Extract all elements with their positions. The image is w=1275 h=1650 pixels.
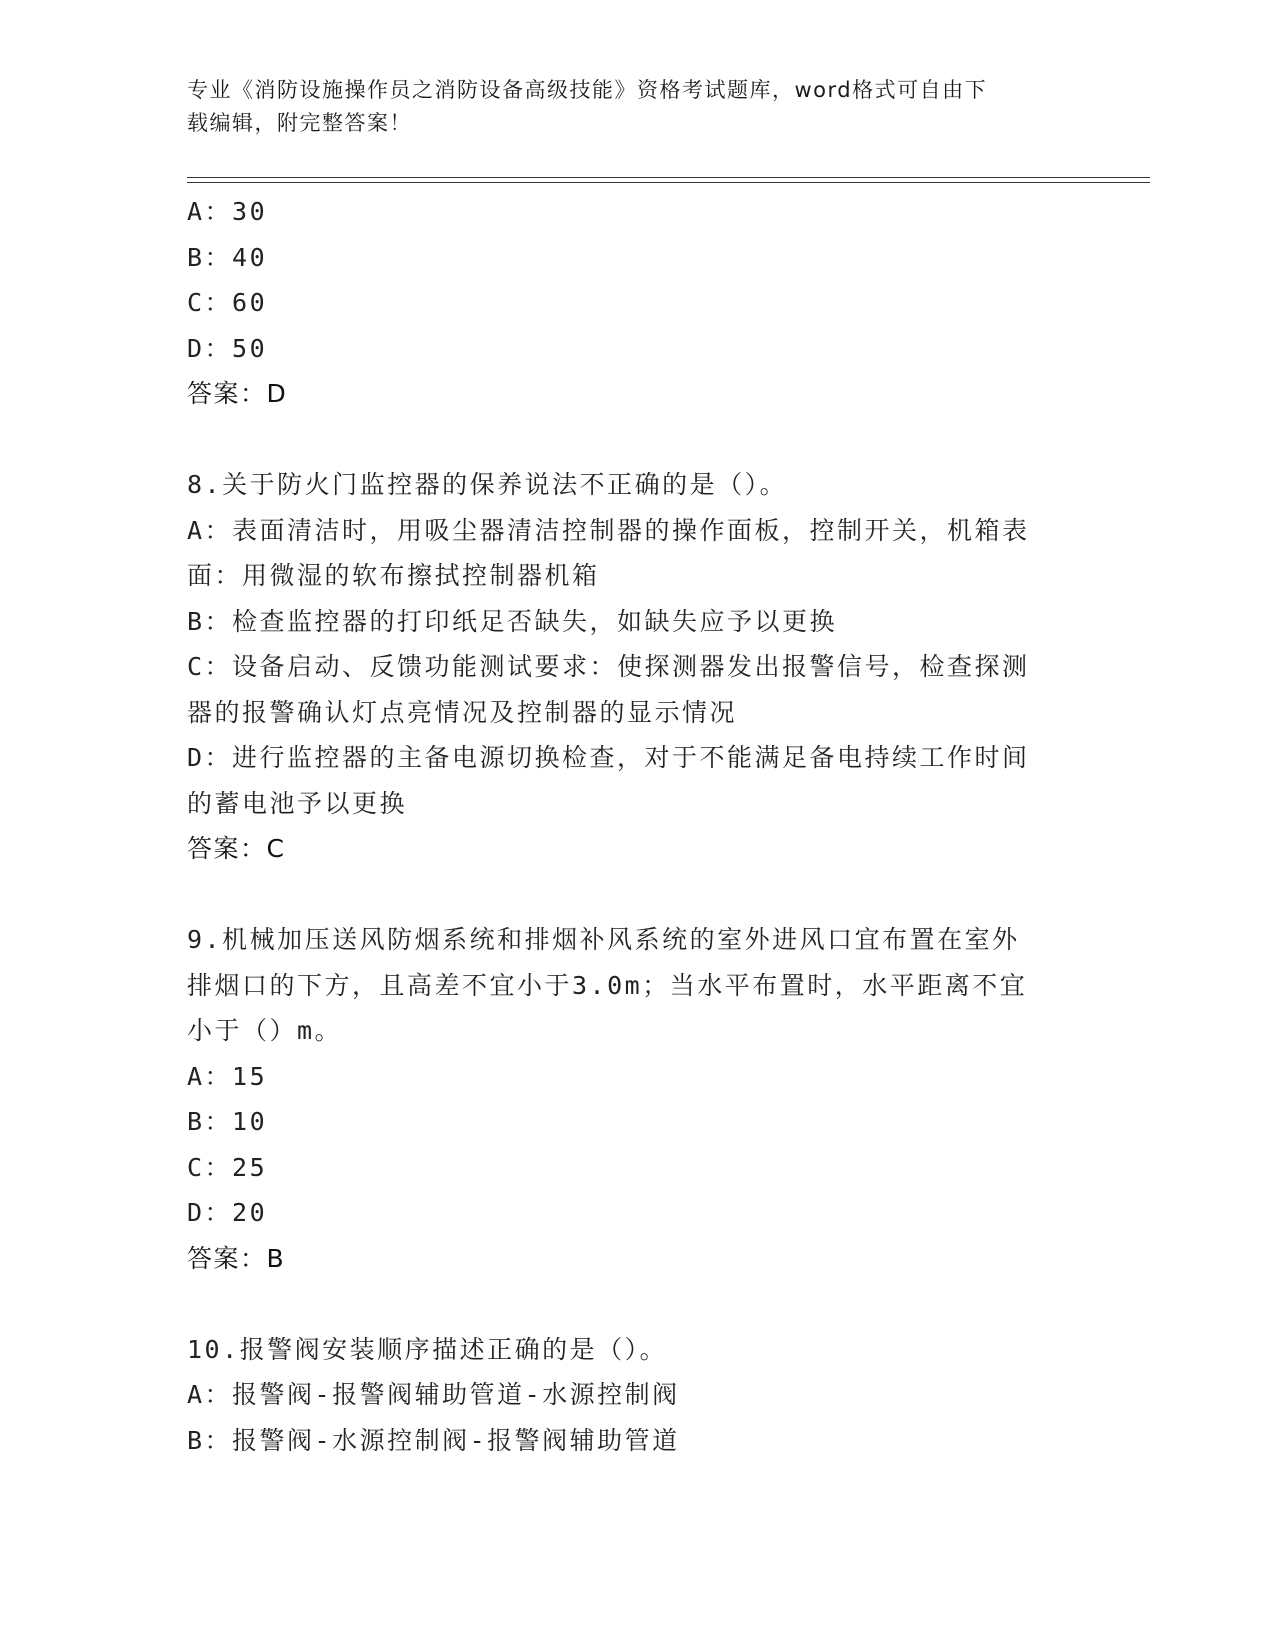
spacer <box>187 872 1087 918</box>
q7-option-b: B：40 <box>187 242 268 272</box>
question-7-block <box>187 189 1087 417</box>
q7-option-a: A：30 <box>187 197 268 226</box>
header-line-1: 专业《消防设施操作员之消防设备高级技能》资格考试题库，word格式可自由下 <box>187 78 988 102</box>
question-9-block <box>187 917 1087 1281</box>
q8-answer: 答案：C <box>187 834 286 863</box>
q7-option-c: C：60 <box>187 288 268 317</box>
q9-stem-line-1: 9.机械加压送风防烟系统和排烟补风系统的室外进风口宜布置在室外 <box>187 925 1020 954</box>
q9-option-c: C：25 <box>187 1152 268 1182</box>
spacer <box>187 417 1087 463</box>
q9-option-b: B：10 <box>187 1107 268 1136</box>
q8-option-b: B：检查监控器的打印纸足否缺失，如缺失应予以更换 <box>187 606 838 636</box>
question-8-block <box>187 462 1087 872</box>
q8-option-c-line-2: 器的报警确认灯点亮情况及控制器的显示情况 <box>187 697 738 727</box>
header-divider-top <box>187 177 1150 178</box>
q8-option-a-line-1: A：表面清洁时，用吸尘器清洁控制器的操作面板，控制开关，机箱表 <box>187 515 1030 545</box>
header-divider-bottom <box>187 182 1150 183</box>
question-content <box>187 189 1087 1463</box>
q10-option-a: A：报警阀-报警阀辅助管道-水源控制阀 <box>187 1380 680 1409</box>
question-10-block <box>187 1327 1087 1464</box>
q10-option-b: B：报警阀-水源控制阀-报警阀辅助管道 <box>187 1425 680 1455</box>
q8-option-c-line-1: C：设备启动、反馈功能测试要求：使探测器发出报警信号，检查探测 <box>187 652 1030 681</box>
q8-option-a-line-2: 面：用微湿的软布擦拭控制器机箱 <box>187 561 600 590</box>
q8-stem: 8.关于防火门监控器的保养说法不正确的是（）。 <box>187 470 788 499</box>
spacer <box>187 1281 1087 1327</box>
q9-answer: 答案：B <box>187 1243 286 1273</box>
q9-option-a: A：15 <box>187 1061 268 1091</box>
q7-answer: 答案：D <box>187 379 288 408</box>
q9-stem-line-3: 小于（）m。 <box>187 1016 343 1045</box>
q10-stem: 10.报警阀安装顺序描述正确的是（）。 <box>187 1334 668 1364</box>
document-header <box>187 74 1067 140</box>
q9-stem-line-2: 排烟口的下方，且高差不宜小于3.0m；当水平布置时，水平距离不宜 <box>187 970 1028 1000</box>
header-line-2: 载编辑，附完整答案！ <box>187 111 412 135</box>
q8-option-d-line-1: D：进行监控器的主备电源切换检查，对于不能满足备电持续工作时间 <box>187 743 1030 772</box>
q7-option-d: D：50 <box>187 333 268 363</box>
q9-option-d: D：20 <box>187 1198 268 1227</box>
q8-option-d-line-2: 的蓄电池予以更换 <box>187 788 408 818</box>
